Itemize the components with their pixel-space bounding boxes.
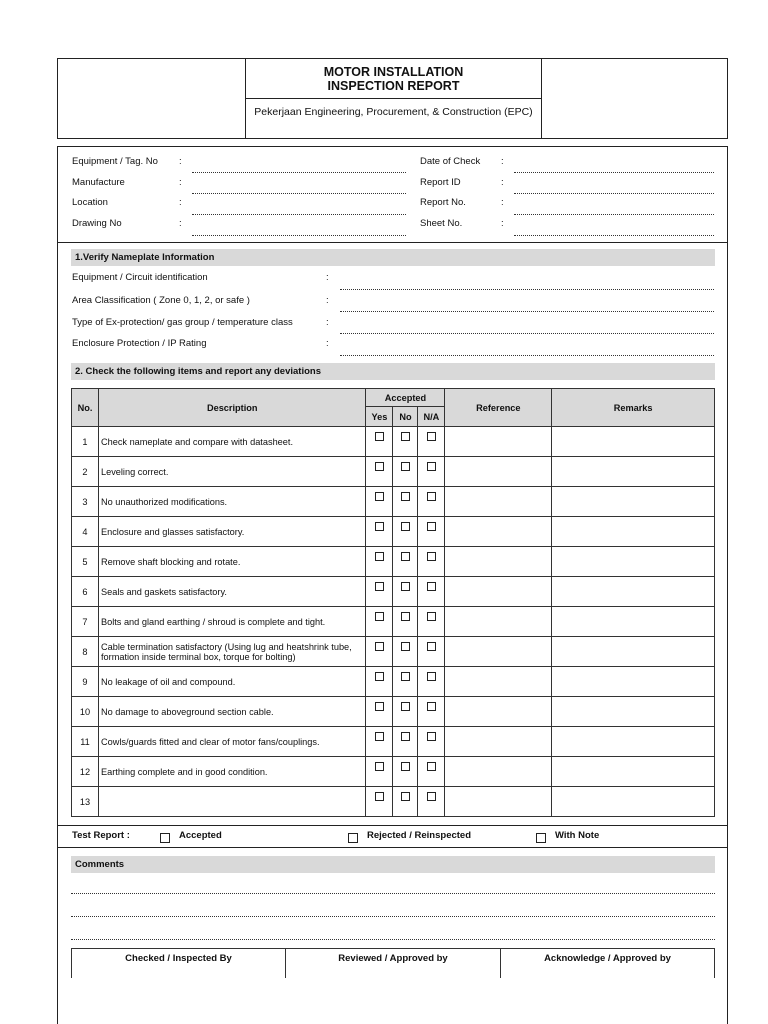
- comment-line[interactable]: [71, 893, 715, 894]
- no-cell: [393, 697, 418, 727]
- remarks-cell[interactable]: [552, 427, 715, 457]
- remarks-cell[interactable]: [552, 697, 715, 727]
- remarks-cell[interactable]: [552, 637, 715, 667]
- col-description-header: Description: [98, 389, 366, 427]
- acknowledge-by-header: Acknowledge / Approved by: [544, 953, 671, 964]
- yes-cell: [366, 547, 393, 577]
- report-no-field[interactable]: [514, 214, 714, 215]
- table-row: [72, 607, 715, 637]
- colon: :: [326, 295, 329, 306]
- drawing-label: Drawing No: [72, 218, 122, 229]
- yes-checkbox[interactable]: [375, 522, 384, 531]
- table-row: [72, 637, 715, 667]
- rejected-option-label: Rejected / Reinspected: [367, 830, 472, 841]
- nameplate-field-2[interactable]: [340, 311, 714, 312]
- table-row: [72, 457, 715, 487]
- na-cell: [418, 667, 445, 697]
- na-cell: [418, 727, 445, 757]
- row-description: No unauthorized modifications.: [98, 487, 366, 517]
- col-no-header: No.: [72, 389, 99, 427]
- no-cell: [393, 607, 418, 637]
- table-row: [72, 697, 715, 727]
- equipment-label: Equipment / Tag. No: [72, 156, 158, 167]
- nameplate-item-4: Enclosure Protection / IP Rating: [72, 338, 207, 349]
- reviewed-by-header: Reviewed / Approved by: [286, 949, 501, 978]
- reference-cell[interactable]: [445, 427, 552, 457]
- na-checkbox[interactable]: [427, 582, 436, 591]
- reference-cell[interactable]: [445, 637, 552, 667]
- yes-checkbox[interactable]: [375, 492, 384, 501]
- na-checkbox[interactable]: [427, 432, 436, 441]
- na-cell: [418, 457, 445, 487]
- na-checkbox[interactable]: [427, 492, 436, 501]
- nameplate-item-1: Equipment / Circuit identification: [72, 272, 208, 283]
- na-cell: [418, 487, 445, 517]
- na-cell: [418, 637, 445, 667]
- sheet-field[interactable]: [514, 235, 714, 236]
- table-row: [72, 667, 715, 697]
- na-cell: [418, 697, 445, 727]
- manufacture-field[interactable]: [192, 193, 406, 194]
- na-checkbox[interactable]: [427, 552, 436, 561]
- yes-cell: [366, 667, 393, 697]
- no-checkbox[interactable]: [401, 792, 410, 801]
- row-number: 2: [72, 457, 99, 487]
- no-cell: [393, 727, 418, 757]
- yes-checkbox[interactable]: [375, 432, 384, 441]
- na-checkbox[interactable]: [427, 462, 436, 471]
- remarks-cell[interactable]: [552, 577, 715, 607]
- no-cell: [393, 667, 418, 697]
- remarks-cell[interactable]: [552, 787, 715, 817]
- reference-cell[interactable]: [445, 457, 552, 487]
- row-description: Check nameplate and compare with datasheet.: [98, 427, 366, 457]
- na-checkbox[interactable]: [427, 612, 436, 621]
- reference-cell[interactable]: [445, 577, 552, 607]
- table-row: [72, 517, 715, 547]
- row-number: 8: [72, 637, 99, 667]
- na-checkbox[interactable]: [427, 672, 436, 681]
- title-line-1: MOTOR INSTALLATION: [323, 65, 464, 79]
- colon: :: [326, 272, 329, 283]
- manufacture-label: Manufacture: [72, 177, 125, 188]
- colon: :: [501, 156, 504, 167]
- date-field[interactable]: [514, 172, 714, 173]
- reference-cell[interactable]: [445, 667, 552, 697]
- row-description: Bolts and gland earthing / shroud is complete and tight.: [98, 607, 366, 637]
- nameplate-field-1[interactable]: [340, 289, 714, 290]
- table-row: [72, 547, 715, 577]
- yes-cell: [366, 487, 393, 517]
- divider: [57, 242, 728, 243]
- colon: :: [501, 218, 504, 229]
- yes-cell: [366, 757, 393, 787]
- col-na-header: N/A: [418, 407, 445, 427]
- col-remarks-header: Remarks: [552, 389, 715, 427]
- comment-line[interactable]: [71, 939, 715, 940]
- yes-cell: [366, 457, 393, 487]
- row-description: Seals and gaskets satisfactory.: [98, 577, 366, 607]
- remarks-cell[interactable]: [552, 607, 715, 637]
- date-label: Date of Check: [420, 156, 481, 167]
- yes-cell: [366, 607, 393, 637]
- yes-cell: [366, 577, 393, 607]
- nameplate-item-3: Type of Ex-protection/ gas group / temperature class: [72, 317, 293, 328]
- na-checkbox[interactable]: [427, 732, 436, 741]
- colon: :: [501, 197, 504, 208]
- na-cell: [418, 757, 445, 787]
- na-checkbox[interactable]: [427, 642, 436, 651]
- title-line-2: INSPECTION REPORT: [327, 79, 460, 93]
- section-1-title: 1.Verify Nameplate Information: [71, 249, 715, 266]
- location-field[interactable]: [192, 214, 406, 215]
- report-id-label: Report ID: [420, 177, 461, 188]
- colon: :: [179, 156, 182, 167]
- col-reference-header: Reference: [445, 389, 552, 427]
- with-note-checkbox[interactable]: [536, 833, 546, 843]
- table-row: [72, 577, 715, 607]
- accepted-checkbox[interactable]: [160, 833, 170, 843]
- table-row: [72, 727, 715, 757]
- nameplate-item-2: Area Classification ( Zone 0, 1, 2, or safe ): [72, 295, 250, 306]
- report-header: [57, 58, 728, 139]
- yes-checkbox[interactable]: [375, 792, 384, 801]
- no-checkbox[interactable]: [401, 432, 410, 441]
- no-cell: [393, 427, 418, 457]
- sheet-label: Sheet No.: [420, 218, 463, 229]
- no-checkbox[interactable]: [401, 552, 410, 561]
- row-number: 4: [72, 517, 99, 547]
- comments-title: Comments: [71, 856, 715, 873]
- row-number: 7: [72, 607, 99, 637]
- row-number: 5: [72, 547, 99, 577]
- yes-cell: [366, 517, 393, 547]
- row-number: 12: [72, 757, 99, 787]
- yes-checkbox[interactable]: [375, 762, 384, 771]
- reference-cell[interactable]: [445, 757, 552, 787]
- na-cell: [418, 577, 445, 607]
- reference-cell[interactable]: [445, 787, 552, 817]
- section-2-title: 2. Check the following items and report any deviations: [71, 363, 715, 380]
- reference-cell[interactable]: [445, 487, 552, 517]
- checked-by-header: Checked / Inspected By: [72, 949, 286, 978]
- row-number: 11: [72, 727, 99, 757]
- row-description: Remove shaft blocking and rotate.: [98, 547, 366, 577]
- no-checkbox[interactable]: [401, 522, 410, 531]
- drawing-field[interactable]: [192, 235, 406, 236]
- no-checkbox[interactable]: [401, 462, 410, 471]
- no-cell: [393, 757, 418, 787]
- yes-checkbox[interactable]: [375, 552, 384, 561]
- row-number: 1: [72, 427, 99, 457]
- no-checkbox[interactable]: [401, 702, 410, 711]
- reference-cell[interactable]: [445, 697, 552, 727]
- row-description: Earthing complete and in good condition.: [98, 757, 366, 787]
- reference-cell[interactable]: [445, 547, 552, 577]
- yes-checkbox[interactable]: [375, 612, 384, 621]
- location-label: Location: [72, 197, 108, 208]
- row-number: 10: [72, 697, 99, 727]
- row-number: 13: [72, 787, 99, 817]
- remarks-cell[interactable]: [552, 457, 715, 487]
- title-area: [246, 59, 542, 138]
- colon: :: [179, 197, 182, 208]
- yes-checkbox[interactable]: [375, 702, 384, 711]
- remarks-cell[interactable]: [552, 487, 715, 517]
- na-checkbox[interactable]: [427, 522, 436, 531]
- no-checkbox[interactable]: [401, 492, 410, 501]
- row-description: No leakage of oil and compound.: [98, 667, 366, 697]
- yes-checkbox[interactable]: [375, 672, 384, 681]
- accepted-option-label: Accepted: [179, 830, 222, 841]
- row-description: No damage to aboveground section cable.: [98, 697, 366, 727]
- checklist-table: [71, 388, 715, 817]
- colon: :: [179, 177, 182, 188]
- table-row: [72, 427, 715, 457]
- table-row: [72, 757, 715, 787]
- na-cell: [418, 787, 445, 817]
- reference-cell[interactable]: [445, 607, 552, 637]
- row-description: [98, 787, 366, 817]
- table-row: [72, 487, 715, 517]
- test-report-label: Test Report :: [72, 830, 130, 841]
- remarks-cell[interactable]: [552, 547, 715, 577]
- report-title: [246, 59, 541, 99]
- no-cell: [393, 637, 418, 667]
- no-checkbox[interactable]: [401, 582, 410, 591]
- remarks-cell[interactable]: [552, 517, 715, 547]
- row-number: 3: [72, 487, 99, 517]
- reference-cell[interactable]: [445, 727, 552, 757]
- no-cell: [393, 517, 418, 547]
- with-note-option-label: With Note: [555, 830, 600, 841]
- comment-line[interactable]: [71, 916, 715, 917]
- divider: [57, 825, 728, 826]
- nameplate-field-4[interactable]: [340, 355, 714, 356]
- yes-cell: [366, 697, 393, 727]
- nameplate-field-3[interactable]: [340, 333, 714, 334]
- signature-table: [71, 948, 715, 978]
- equipment-field[interactable]: [192, 172, 406, 173]
- divider: [57, 847, 728, 848]
- na-cell: [418, 517, 445, 547]
- table-row: [72, 787, 715, 817]
- no-cell: [393, 547, 418, 577]
- na-checkbox[interactable]: [427, 702, 436, 711]
- yes-checkbox[interactable]: [375, 732, 384, 741]
- no-checkbox[interactable]: [401, 642, 410, 651]
- remarks-cell[interactable]: [552, 727, 715, 757]
- colon: :: [179, 218, 182, 229]
- rejected-checkbox[interactable]: [348, 833, 358, 843]
- yes-checkbox[interactable]: [375, 462, 384, 471]
- reference-cell[interactable]: [445, 517, 552, 547]
- no-cell: [393, 577, 418, 607]
- col-yes-header: Yes: [366, 407, 393, 427]
- na-checkbox[interactable]: [427, 762, 436, 771]
- colon: :: [326, 317, 329, 328]
- report-no-label: Report No.: [420, 197, 466, 208]
- col-accepted-header: Accepted: [366, 389, 445, 407]
- col-no-opt-header: No: [393, 407, 418, 427]
- na-cell: [418, 607, 445, 637]
- colon: :: [501, 177, 504, 188]
- no-checkbox[interactable]: [401, 672, 410, 681]
- no-cell: [393, 787, 418, 817]
- no-checkbox[interactable]: [401, 612, 410, 621]
- no-checkbox[interactable]: [401, 732, 410, 741]
- yes-checkbox[interactable]: [375, 642, 384, 651]
- row-description: Cowls/guards fitted and clear of motor fans/couplings.: [98, 727, 366, 757]
- row-description: Enclosure and glasses satisfactory.: [98, 517, 366, 547]
- report-id-field[interactable]: [514, 193, 714, 194]
- remarks-cell[interactable]: [552, 757, 715, 787]
- na-cell: [418, 427, 445, 457]
- report-subtitle: Pekerjaan Engineering, Procurement, & Construction (EPC): [254, 106, 533, 118]
- no-cell: [393, 457, 418, 487]
- colon: :: [326, 338, 329, 349]
- no-cell: [393, 487, 418, 517]
- remarks-cell[interactable]: [552, 667, 715, 697]
- na-checkbox[interactable]: [427, 792, 436, 801]
- yes-cell: [366, 637, 393, 667]
- row-description: Cable termination satisfactory (Using lug and heatshrink tube, formation inside terminal box, torque for bolting): [98, 637, 366, 667]
- row-number: 9: [72, 667, 99, 697]
- na-cell: [418, 547, 445, 577]
- yes-checkbox[interactable]: [375, 582, 384, 591]
- yes-cell: [366, 727, 393, 757]
- yes-cell: [366, 427, 393, 457]
- row-description: Leveling correct.: [98, 457, 366, 487]
- yes-cell: [366, 787, 393, 817]
- row-number: 6: [72, 577, 99, 607]
- logo-area: [58, 59, 246, 138]
- no-checkbox[interactable]: [401, 762, 410, 771]
